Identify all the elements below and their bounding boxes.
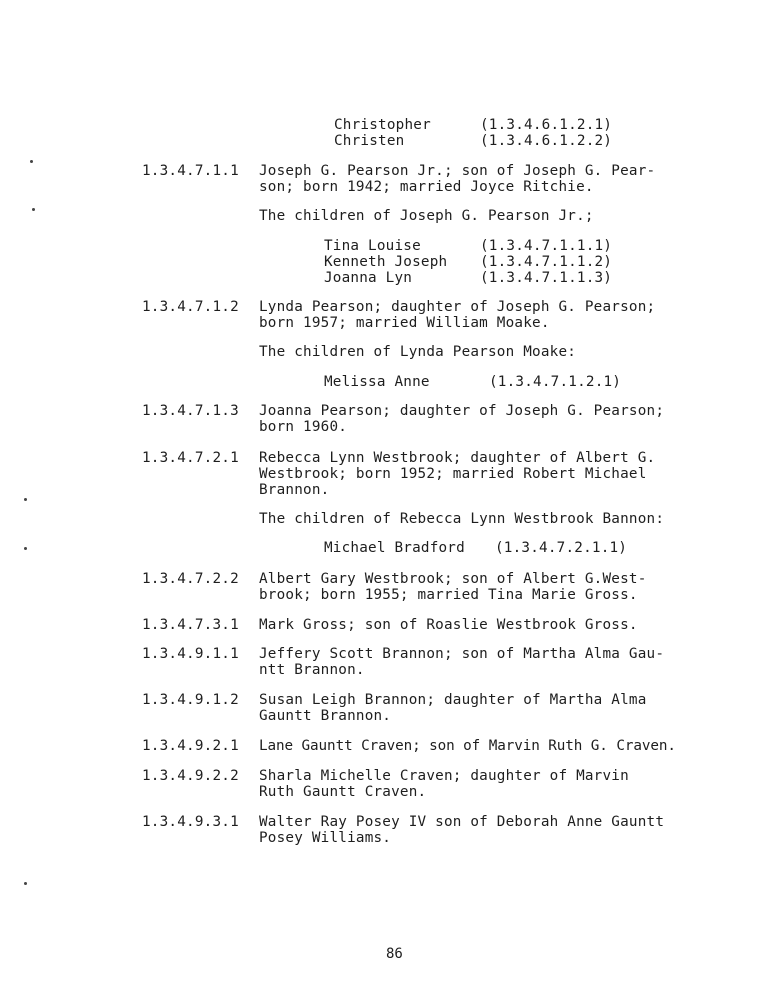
scan-speck	[30, 160, 33, 163]
entry-text: Mark Gross; son of Roaslie Westbrook Gross.	[259, 617, 638, 633]
child-name: Joanna Lyn	[324, 270, 413, 286]
entry-number: 1.3.4.9.1.1	[142, 646, 239, 662]
entry-number: 1.3.4.9.3.1	[142, 814, 239, 830]
scan-speck	[32, 208, 35, 211]
child-name: Michael Bradford	[324, 540, 465, 556]
entry-text: Albert Gary Westbrook; son of Albert G.West-	[259, 571, 647, 587]
children-heading: The children of Lynda Pearson Moake:	[259, 344, 577, 360]
entry-number: 1.3.4.7.2.2	[142, 571, 239, 587]
entry-number: 1.3.4.9.2.1	[142, 738, 239, 754]
entry-text: Westbrook; born 1952; married Robert Michael	[259, 466, 647, 482]
child-id: (1.3.4.6.1.2.2)	[480, 133, 613, 149]
child-id: (1.3.4.7.1.2.1)	[489, 374, 622, 390]
children-heading: The children of Rebecca Lynn Westbrook Bannon:	[259, 511, 665, 527]
entry-text: born 1957; married William Moake.	[259, 315, 550, 331]
child-id: (1.3.4.6.1.2.1)	[480, 117, 613, 133]
entry-text: Jeffery Scott Brannon; son of Martha Alma Gau-	[259, 646, 665, 662]
entry-text: born 1960.	[259, 419, 348, 435]
entry-text: Gauntt Brannon.	[259, 708, 392, 724]
entry-text: Lynda Pearson; daughter of Joseph G. Pearson;	[259, 299, 656, 315]
entry-number: 1.3.4.7.1.2	[142, 299, 239, 315]
child-id: (1.3.4.7.2.1.1)	[495, 540, 628, 556]
child-id: (1.3.4.7.1.1.2)	[480, 254, 613, 270]
entry-text: Joseph G. Pearson Jr.; son of Joseph G. Pear-	[259, 163, 656, 179]
entry-text: son; born 1942; married Joyce Ritchie.	[259, 179, 594, 195]
child-name: Melissa Anne	[324, 374, 430, 390]
child-name: Christopher	[334, 117, 431, 133]
entry-text: Walter Ray Posey IV son of Deborah Anne Gauntt	[259, 814, 665, 830]
entry-text: Brannon.	[259, 482, 330, 498]
entry-number: 1.3.4.7.1.1	[142, 163, 239, 179]
entry-text: Posey Williams.	[259, 830, 392, 846]
children-heading: The children of Joseph G. Pearson Jr.;	[259, 208, 594, 224]
entry-text: brook; born 1955; married Tina Marie Gross.	[259, 587, 638, 603]
scan-speck	[24, 498, 27, 501]
child-id: (1.3.4.7.1.1.3)	[480, 270, 613, 286]
entry-text: Ruth Gauntt Craven.	[259, 784, 427, 800]
entry-number: 1.3.4.9.1.2	[142, 692, 239, 708]
entry-number: 1.3.4.7.3.1	[142, 617, 239, 633]
entry-number: 1.3.4.7.1.3	[142, 403, 239, 419]
page-number: 86	[386, 946, 403, 962]
entry-number: 1.3.4.7.2.1	[142, 450, 239, 466]
entry-text: Joanna Pearson; daughter of Joseph G. Pearson;	[259, 403, 665, 419]
entry-text: ntt Brannon.	[259, 662, 365, 678]
entry-text: Rebecca Lynn Westbrook; daughter of Albert G.	[259, 450, 656, 466]
entry-text: Susan Leigh Brannon; daughter of Martha Alma	[259, 692, 647, 708]
child-name: Christen	[334, 133, 405, 149]
child-name: Tina Louise	[324, 238, 421, 254]
scan-speck	[24, 882, 27, 885]
entry-text: Lane Gauntt Craven; son of Marvin Ruth G. Craven.	[259, 738, 676, 754]
entry-number: 1.3.4.9.2.2	[142, 768, 239, 784]
entry-text: Sharla Michelle Craven; daughter of Marvin	[259, 768, 629, 784]
child-name: Kenneth Joseph	[324, 254, 448, 270]
child-id: (1.3.4.7.1.1.1)	[480, 238, 613, 254]
scan-speck	[24, 547, 27, 550]
